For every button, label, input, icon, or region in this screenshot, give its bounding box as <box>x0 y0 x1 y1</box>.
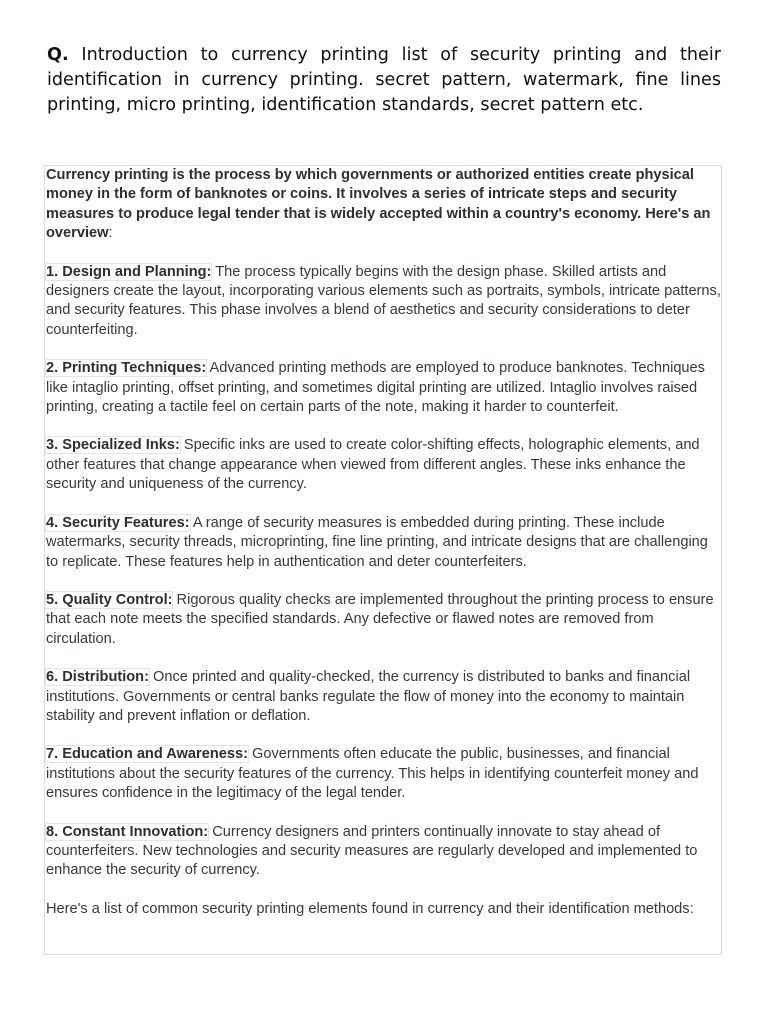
section-heading: 2. Printing Techniques: <box>46 360 207 377</box>
section-body: Currency designers and printers continually innovate to stay ahead of counterfeiters. New technologies and security measures are regularly developed and implemented to enhance the security of currency. <box>46 823 698 879</box>
question-text <box>47 43 721 118</box>
section-distribution <box>46 668 722 726</box>
section-education-awareness <box>46 745 722 803</box>
answer-closing: Here's a list of common security printing elements found in currency and their identification methods: <box>46 900 694 917</box>
section-body: Specific inks are used to create color-shifting effects, holographic elements, and other features that change appearance when viewed from different angles. These inks enhance the security and uniqueness of the currency. <box>46 437 700 493</box>
section-quality-control <box>46 591 722 649</box>
answer-intro-tail: : <box>108 225 113 242</box>
section-body: A range of security measures is embedded during printing. These include watermarks, security threads, microprinting, fine line printing, and intricate designs that are challenging to replicate. These features help in authentication and deter counterfeiters. <box>46 514 708 570</box>
section-heading: 7. Education and Awareness: <box>46 746 248 763</box>
section-heading: 4. Security Features: <box>46 514 190 531</box>
section-constant-innovation <box>46 823 722 881</box>
section-heading: 3. Specialized Inks: <box>46 437 180 454</box>
question-prefix: Q. <box>47 45 69 65</box>
question-body: Introduction to currency printing list of security printing and their identification in currency printing. secret pattern, watermark, fine lines printing, micro printing, identification standards, secret pattern etc. <box>47 45 722 115</box>
section-body: Governments often educate the public, businesses, and financial institutions about the security features of the currency. This helps in identifying counterfeit money and ensures confidence in the legitimacy of the legal tender. <box>46 746 699 802</box>
section-heading: 6. Distribution: <box>46 669 149 686</box>
section-body: Rigorous quality checks are implemented throughout the printing process to ensure that each note meets the specified standards. Any defective or flawed notes are removed from circulation. <box>46 591 714 647</box>
section-security-features <box>46 514 722 572</box>
section-heading: 8. Constant Innovation: <box>46 823 209 840</box>
section-heading: 5. Quality Control: <box>46 591 173 608</box>
answer-intro-bold: Currency printing is the process by which governments or authorized entities create physical money in the form of banknotes or coins. It involves a series of intricate steps and security measures to produce legal tender that is widely accepted within a country's economy. Here's an overview <box>46 167 711 242</box>
section-heading: 1. Design and Planning: <box>46 263 212 280</box>
section-body: Advanced printing methods are employed to produce banknotes. Techniques like intaglio printing, offset printing, and sometimes digital printing are utilized. Intaglio involves raised printing, creating a tactile feel on certain parts of the note, making it harder to counterfeit. <box>46 360 705 416</box>
section-body: The process typically begins with the design phase. Skilled artists and designers create the layout, incorporating various elements such as portraits, symbols, intricate patterns, and security features. This phase involves a blend of aesthetics and security considerations to deter counterfeiting. <box>46 263 721 338</box>
answer-content <box>46 166 722 919</box>
section-body: Once printed and quality-checked, the currency is distributed to banks and financial institutions. Governments or central banks regulate the flow of money into the economy to maintain stability and prevent inflation or deflation. <box>46 669 691 724</box>
section-design-planning <box>46 263 722 341</box>
answer-intro <box>46 166 722 244</box>
section-specialized-inks <box>46 436 722 494</box>
section-printing-techniques <box>46 359 722 417</box>
